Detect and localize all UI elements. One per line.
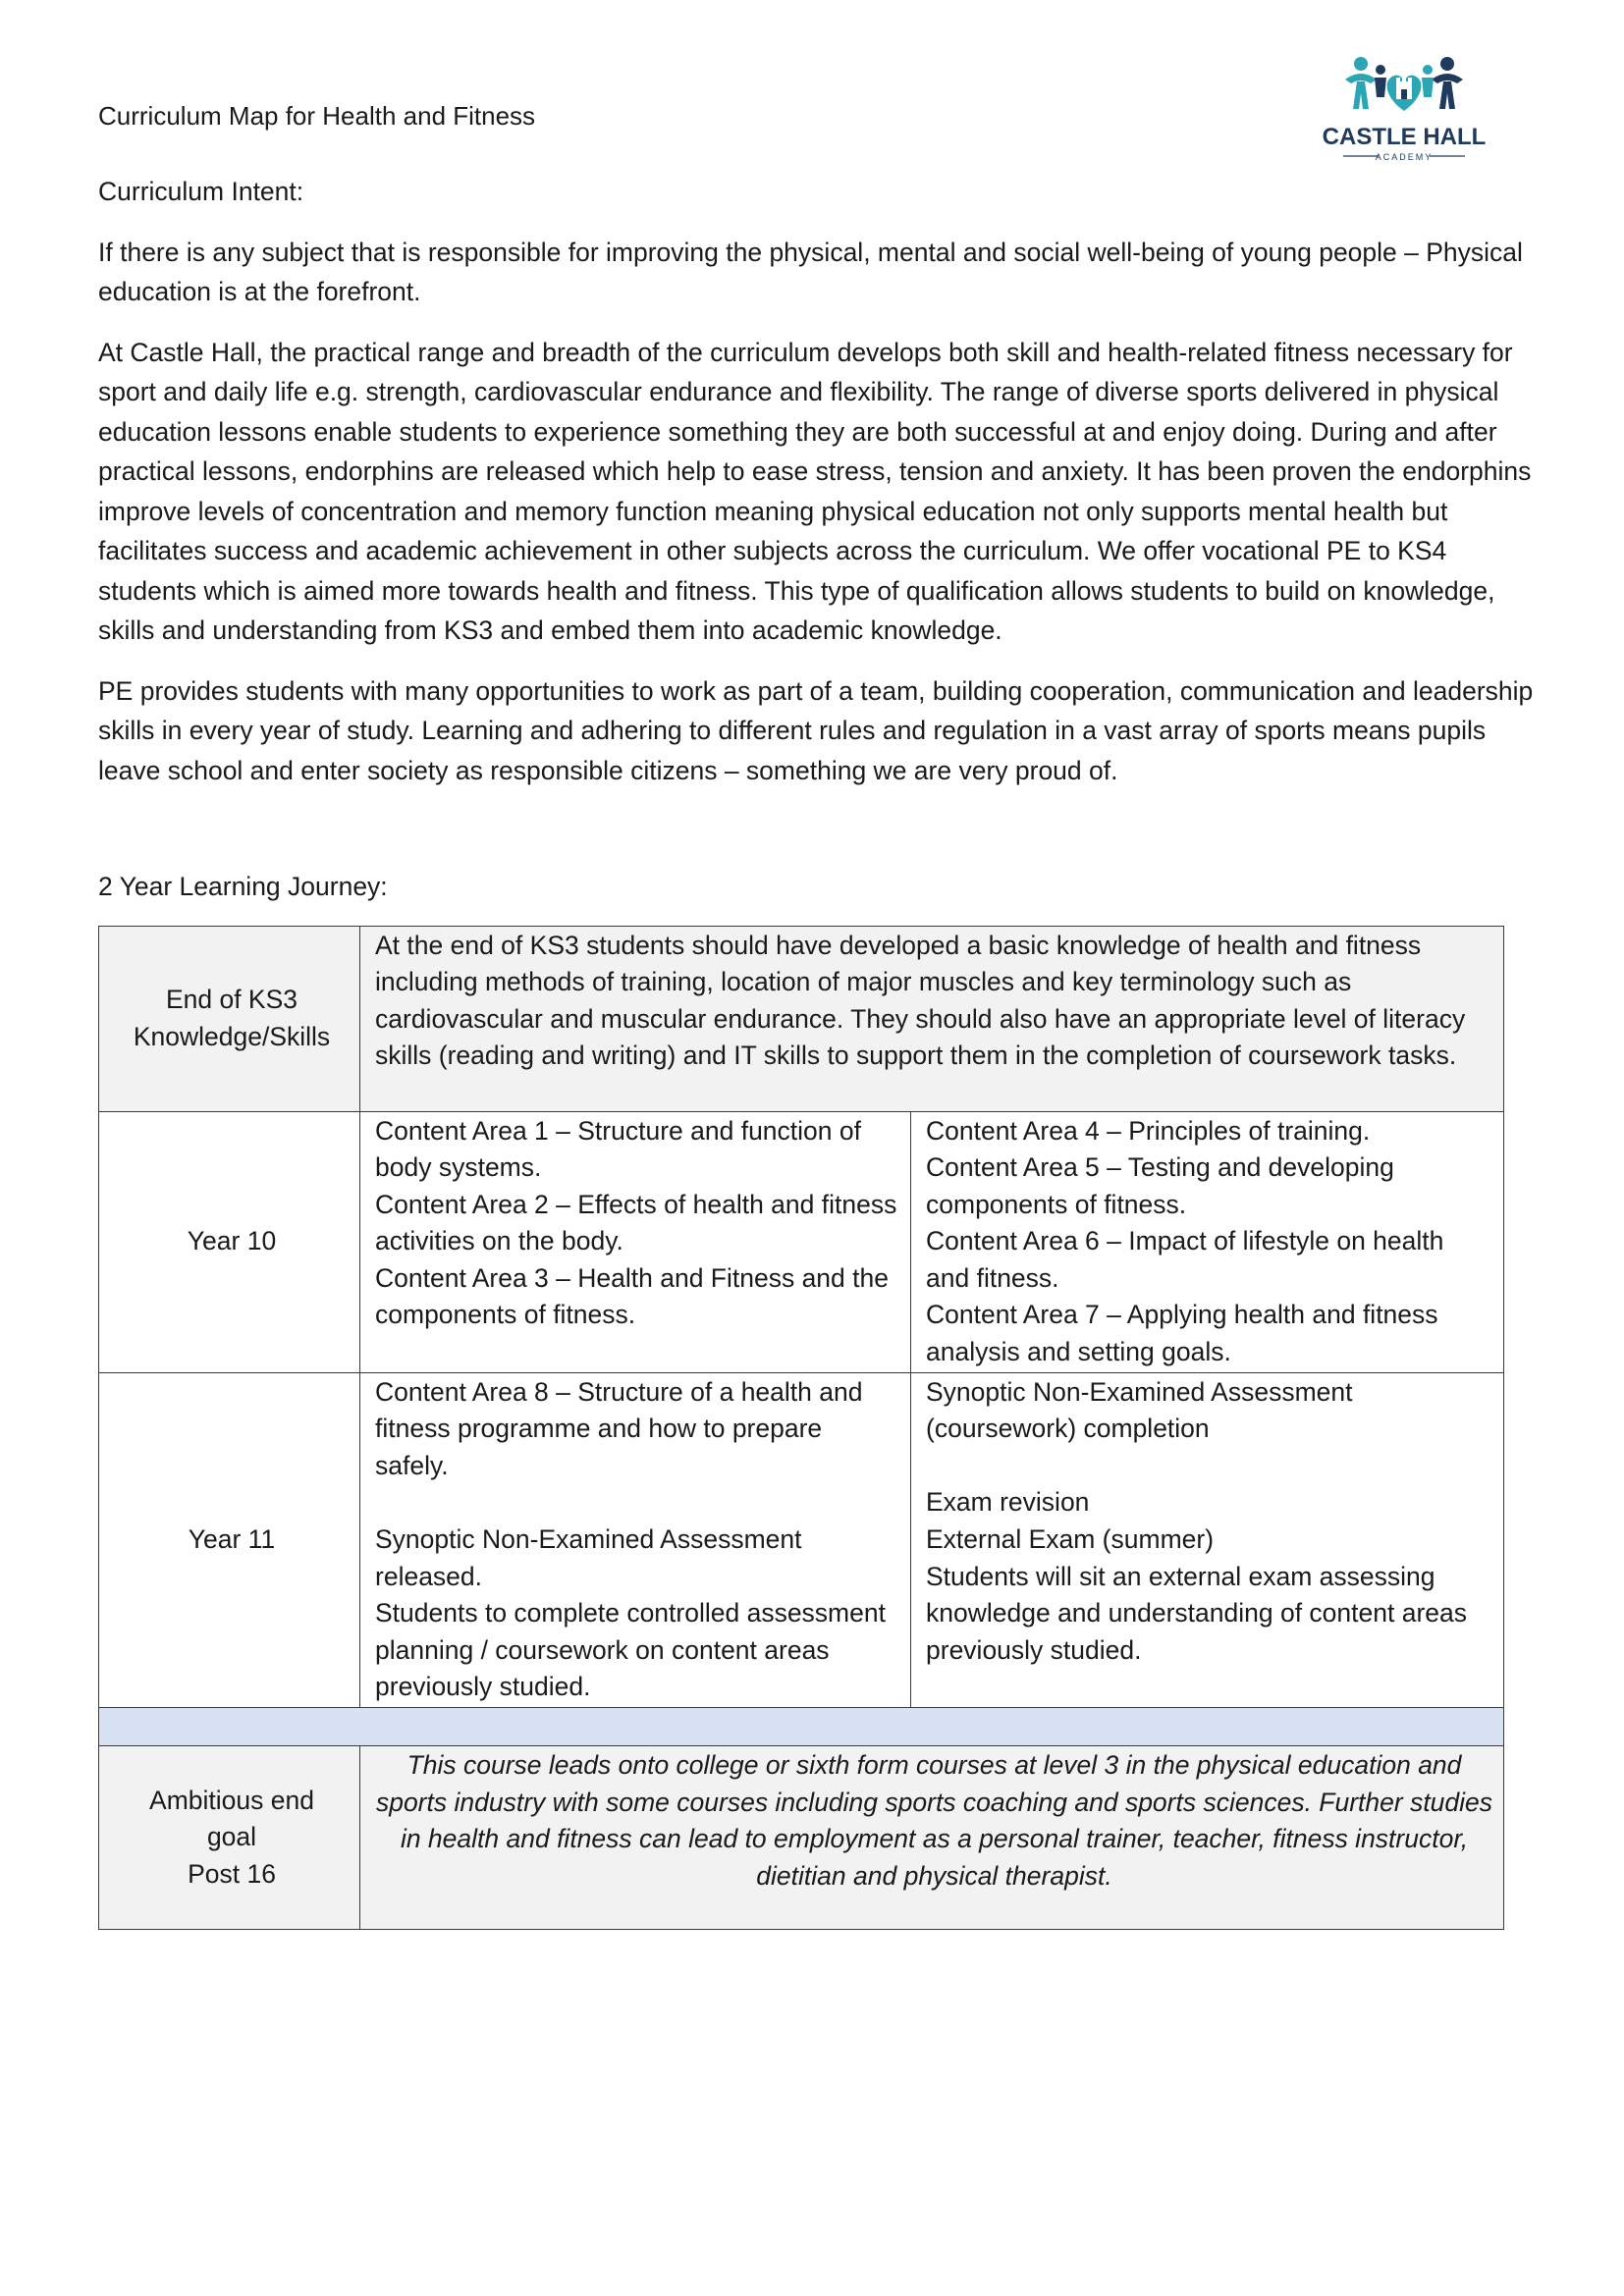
intent-paragraph: If there is any subject that is responsible for improving the physical, mental and social well-being of young people – Physical education is at the forefront. xyxy=(98,237,1523,306)
curriculum-table xyxy=(98,926,1504,1931)
year11-col-b-cell xyxy=(911,1372,1504,1707)
assessment-item: Synoptic Non-Examined Assessment released. xyxy=(375,1524,802,1591)
content-area-item: Content Area 5 – Testing and developing components of fitness. xyxy=(926,1152,1394,1219)
ks3-label-line: End of KS3 xyxy=(165,984,298,1014)
line-gap xyxy=(926,1448,1493,1485)
year11-label-cell: Year 11 xyxy=(99,1372,360,1707)
ks3-label-line: Knowledge/Skills xyxy=(133,1021,331,1051)
document-body xyxy=(98,172,1546,1930)
spacer-cell xyxy=(99,1708,1504,1746)
intent-paragraph: PE provides students with many opportunities to work as part of a team, building cooperation, communication and leadership skills in every year of study. Learning and adhering to different rules and regulation in a vast array of sports means pupils leave school and enter society as responsible citizens – something we are very proud of. xyxy=(98,675,1534,785)
line-gap xyxy=(375,1484,900,1522)
content-area-item: Content Area 8 – Structure of a health and fitness programme and how to prepare safely. xyxy=(375,1376,863,1480)
table-row-spacer xyxy=(99,1708,1504,1746)
assessment-item: Students to complete controlled assessment planning / coursework on content areas previously studied. xyxy=(375,1598,886,1702)
table-row-ks3 xyxy=(99,926,1504,1111)
exam-item: External Exam (summer) xyxy=(926,1524,1215,1555)
year10-col-b-cell xyxy=(911,1111,1504,1372)
year11-col-a-cell xyxy=(360,1372,911,1707)
logo-text: CASTLE HALL xyxy=(1322,124,1487,150)
goal-label-line: Ambitious end xyxy=(149,1785,314,1815)
goal-text-cell: This course leads onto college or sixth form courses at level 3 in the physical education and sports industry with some courses including sports coaching and sports sciences. Further studies in health and fitness can lead to employment as a personal trainer, teacher, fitness instructor, dietitian and physical therapist. xyxy=(360,1746,1504,1930)
year10-col-a-cell xyxy=(360,1111,911,1372)
goal-label-line: goal xyxy=(206,1822,257,1852)
content-area-item: Content Area 6 – Impact of lifestyle on health and fitness. xyxy=(926,1226,1444,1293)
learning-journey-label: 2 Year Learning Journey: xyxy=(98,872,388,901)
year10-label-cell: Year 10 xyxy=(99,1111,360,1372)
content-area-item: Content Area 2 – Effects of health and fitness activities on the body. xyxy=(375,1189,897,1256)
curriculum-intent-label: Curriculum Intent: xyxy=(98,177,304,206)
logo-subtitle: ACADEMY xyxy=(1375,152,1434,162)
goal-label-line: Post 16 xyxy=(188,1858,276,1889)
assessment-item: Synoptic Non-Examined Assessment (coursework) completion xyxy=(926,1376,1353,1444)
goal-label-cell xyxy=(99,1746,360,1930)
content-area-item: Content Area 1 – Structure and function of body systems. xyxy=(375,1115,861,1183)
table-row-goal xyxy=(99,1746,1504,1930)
content-area-item: Content Area 7 – Applying health and fitness analysis and setting goals. xyxy=(926,1300,1438,1367)
content-area-item: Content Area 3 – Health and Fitness and the components of fitness. xyxy=(375,1262,889,1330)
table-row-year11 xyxy=(99,1372,1504,1707)
exam-item: Students will sit an external exam assessing knowledge and understanding of content areas previously studied. xyxy=(926,1561,1468,1665)
content-area-item: Content Area 4 – Principles of training. xyxy=(926,1115,1371,1146)
table-row-year10 xyxy=(99,1111,1504,1372)
ks3-text-cell: At the end of KS3 students should have developed a basic knowledge of health and fitness including methods of training, location of major muscles and key terminology such as cardiovascular and muscular endurance. They should also have an appropriate level of literacy skills (reading and writing) and IT skills to support them in the completion of coursework tasks. xyxy=(360,926,1504,1111)
intent-paragraph: At Castle Hall, the practical range and breadth of the curriculum develops both skill and health-related fitness necessary for sport and daily life e.g. strength, cardiovascular endurance and flexibility. The range of diverse sports delivered in physical education lessons enable students to experience something they are both successful at and enjoy doing. During and after practical lessons, endorphins are released which help to ease stress, tension and anxiety. It has been proven the endorphins improve levels of concentration and memory function meaning physical education not only supports mental health but facilitates success and academic achievement in other subjects across the curriculum. We offer vocational PE to KS4 students which is aimed more towards health and fitness. This type of qualification allows students to build on knowledge, skills and understanding from KS3 and embed them into academic knowledge. xyxy=(98,337,1532,645)
castle-hall-logo xyxy=(1316,54,1492,170)
exam-item: Exam revision xyxy=(926,1487,1090,1518)
document-title: Curriculum Map for Health and Fitness xyxy=(98,101,536,131)
castle-hall-logo-icon xyxy=(1316,54,1492,170)
ks3-label-cell xyxy=(99,926,360,1111)
